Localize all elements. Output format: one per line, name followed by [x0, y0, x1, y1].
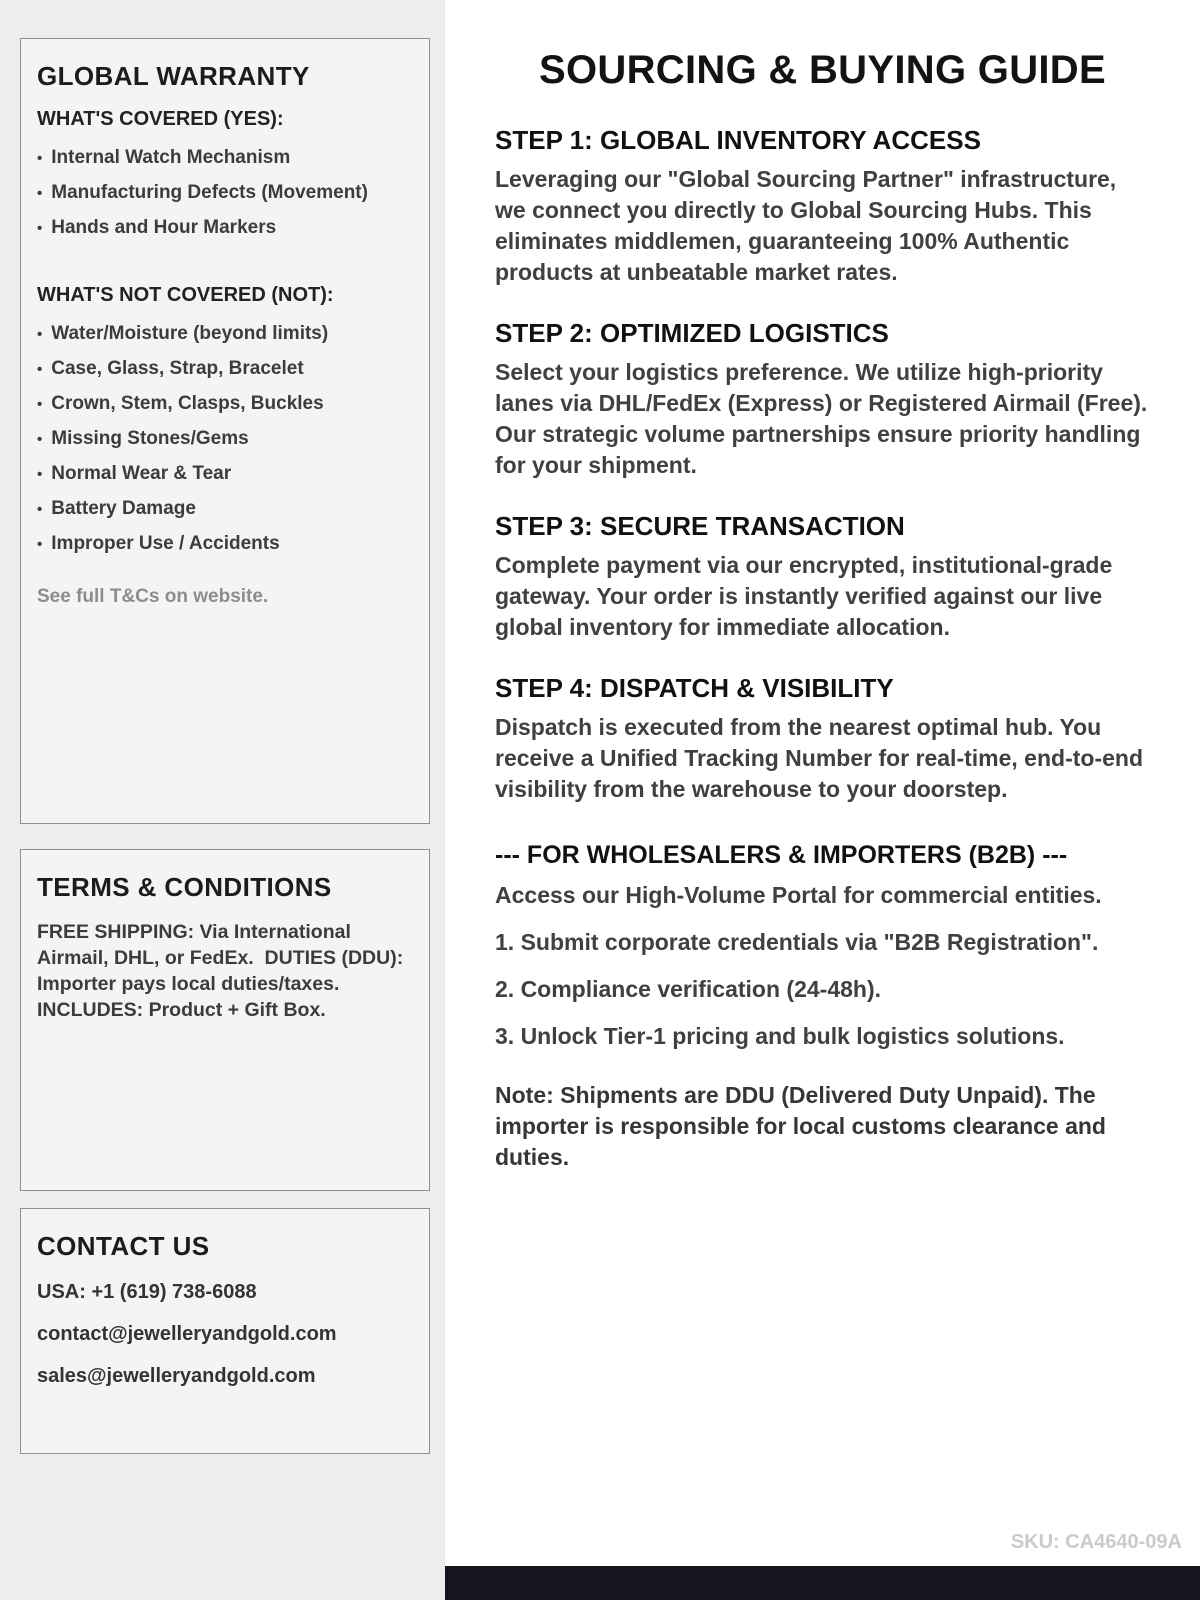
covered-title: WHAT'S COVERED (YES):	[37, 108, 284, 130]
b2b-note: Note: Shipments are DDU (Delivered Duty Unpaid). The importer is responsible for local customs clearance and duties.	[495, 1082, 1106, 1170]
list-item: • Improper Use / Accidents	[37, 527, 413, 562]
step-3-heading: STEP 3: SECURE TRANSACTION	[495, 511, 905, 541]
b2b-heading: --- FOR WHOLESALERS & IMPORTERS (B2B) ---	[495, 841, 1068, 869]
warranty-footnote: See full T&Cs on website.	[37, 586, 269, 607]
list-item: • Battery Damage	[37, 492, 413, 527]
covered-list	[37, 141, 413, 246]
list-item: • Hands and Hour Markers	[37, 211, 413, 246]
not-covered-title: WHAT'S NOT COVERED (NOT):	[37, 284, 334, 306]
b2b-section	[495, 841, 1150, 1173]
terms-body: FREE SHIPPING: Via International Airmail, DHL, or FedEx. DUTIES (DDU): Importer pays local duties/taxes. INCLUDES: Product + Gift Box.	[37, 921, 409, 1021]
bottom-bar	[445, 1566, 1200, 1600]
not-covered-list	[37, 317, 413, 562]
step-4-body: Dispatch is executed from the nearest optimal hub. You receive a Unified Tracking Number for real-time, end-to-end visibility from the warehouse to your doorstep.	[495, 714, 1143, 802]
sales-email: sales@jewelleryandgold.com	[37, 1365, 316, 1387]
contact-us-box	[20, 1208, 430, 1454]
b2b-item-3: 3. Unlock Tier-1 pricing and bulk logistics solutions.	[495, 1023, 1065, 1049]
step-3-body: Complete payment via our encrypted, institutional-grade gateway. Your order is instantly verified against our live global inventory for immediate allocation.	[495, 552, 1113, 640]
global-warranty-box	[20, 38, 430, 824]
step-3-section	[495, 511, 1150, 643]
contact-title: CONTACT US	[37, 1231, 210, 1261]
list-item: • Normal Wear & Tear	[37, 457, 413, 492]
b2b-item-1: 1. Submit corporate credentials via "B2B Registration".	[495, 929, 1099, 955]
sidebar	[0, 0, 445, 1600]
contact-phone: USA: +1 (619) 738-6088	[37, 1281, 257, 1303]
step-1-heading: STEP 1: GLOBAL INVENTORY ACCESS	[495, 125, 981, 155]
list-item: • Case, Glass, Strap, Bracelet	[37, 352, 413, 387]
sku-label: SKU: CA4640-09A	[1010, 1531, 1182, 1553]
step-4-heading: STEP 4: DISPATCH & VISIBILITY	[495, 673, 894, 703]
step-2-heading: STEP 2: OPTIMIZED LOGISTICS	[495, 318, 889, 348]
step-4-section	[495, 673, 1150, 805]
list-item: • Water/Moisture (beyond limits)	[37, 317, 413, 352]
page-title: SOURCING & BUYING GUIDE	[539, 48, 1106, 92]
b2b-intro: Access our High-Volume Portal for commercial entities.	[495, 882, 1102, 908]
step-2-section	[495, 318, 1150, 481]
list-item: • Missing Stones/Gems	[37, 422, 413, 457]
step-1-section	[495, 125, 1150, 288]
list-item: • Manufacturing Defects (Movement)	[37, 176, 413, 211]
step-1-body: Leveraging our "Global Sourcing Partner" infrastructure, we connect you directly to Global Sourcing Hubs. This eliminates middlemen, guaranteeing 100% Authentic products at unbeatable market rates.	[495, 166, 1117, 285]
main-content	[445, 0, 1200, 1600]
contact-email: contact@jewelleryandgold.com	[37, 1323, 337, 1345]
step-2-body: Select your logistics preference. We utilize high-priority lanes via DHL/FedEx (Express) or Registered Airmail (Free). Our strategic volume partnerships ensure priority handling for your shipment.	[495, 359, 1148, 478]
warranty-title: GLOBAL WARRANTY	[37, 61, 310, 91]
terms-title: TERMS & CONDITIONS	[37, 872, 332, 902]
list-item: • Crown, Stem, Clasps, Buckles	[37, 387, 413, 422]
terms-conditions-box	[20, 849, 430, 1191]
b2b-item-2: 2. Compliance verification (24-48h).	[495, 976, 882, 1002]
list-item: • Internal Watch Mechanism	[37, 141, 413, 176]
